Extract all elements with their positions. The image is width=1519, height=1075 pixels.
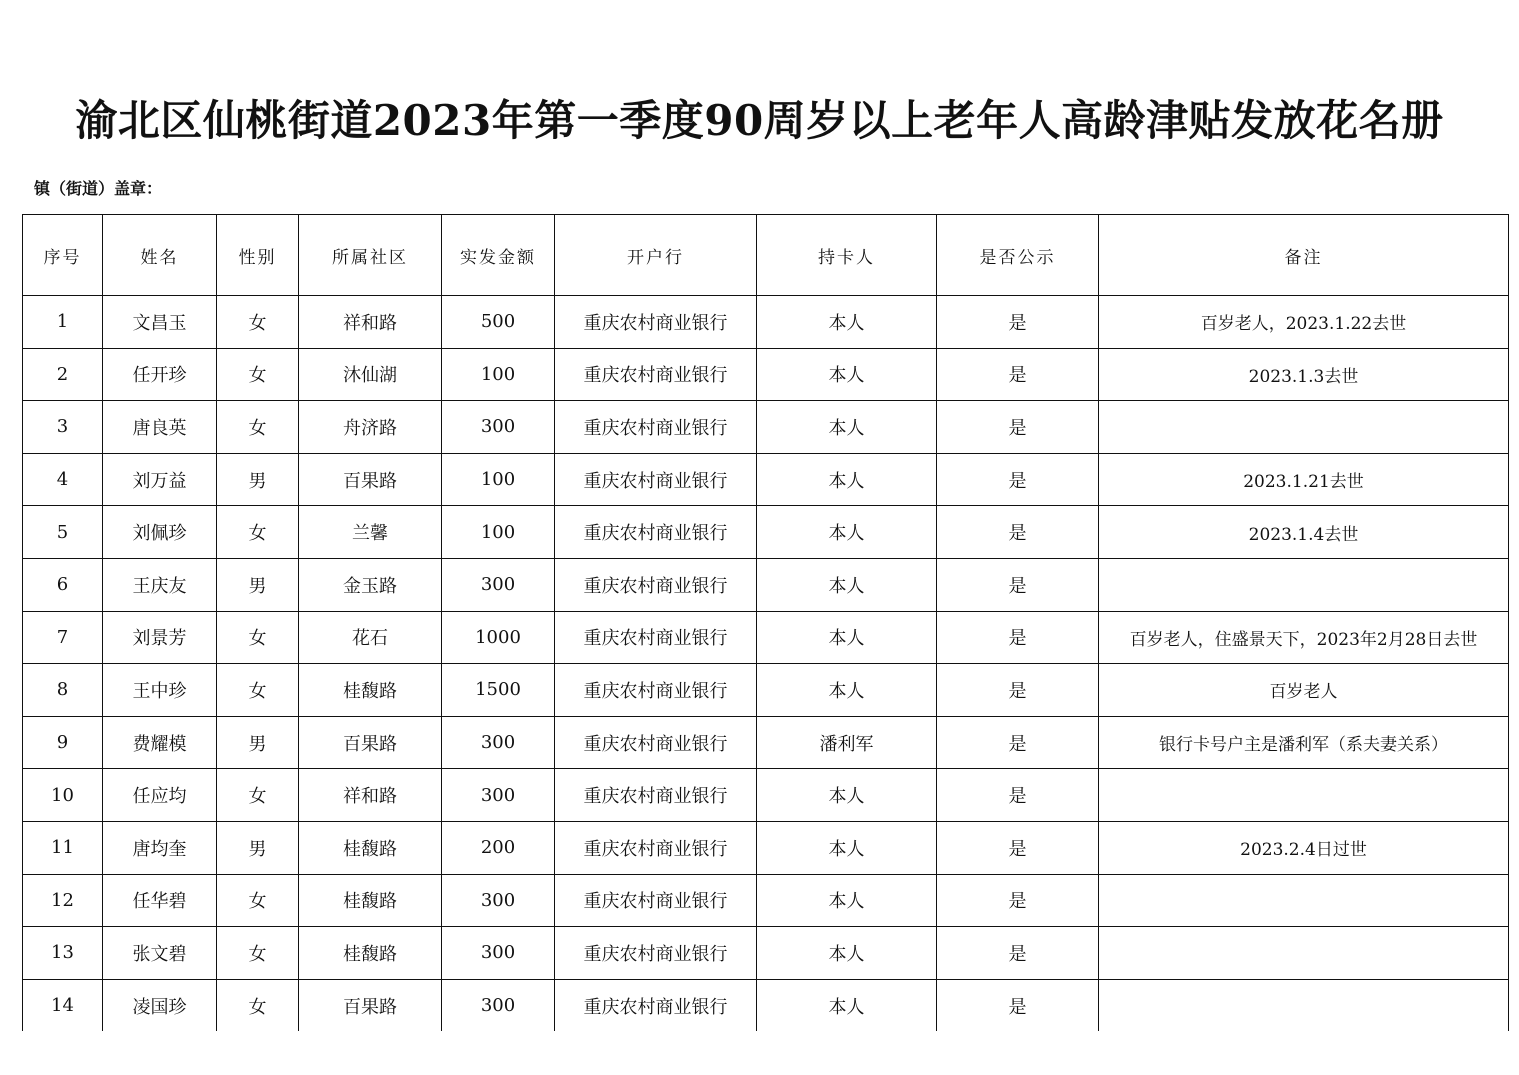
cell-amount: 100 <box>442 453 555 506</box>
header-cardholder: 持卡人 <box>757 215 937 296</box>
table-row <box>23 716 1509 769</box>
cell-index: 6 <box>23 558 103 611</box>
cell-bank: 重庆农村商业银行 <box>555 769 757 822</box>
cell-cardholder: 本人 <box>757 979 937 1031</box>
cell-gender: 女 <box>217 348 299 401</box>
cell-remarks: 百岁老人，住盛景天下，2023年2月28日去世 <box>1099 611 1509 664</box>
cell-name: 张文碧 <box>103 927 217 980</box>
cell-index: 3 <box>23 401 103 454</box>
cell-remarks: 2023.2.4日过世 <box>1099 821 1509 874</box>
cell-amount: 300 <box>442 874 555 927</box>
cell-index: 4 <box>23 453 103 506</box>
cell-community: 舟济路 <box>299 401 442 454</box>
cell-community: 兰馨 <box>299 506 442 559</box>
table-row <box>23 821 1509 874</box>
cell-community: 桂馥路 <box>299 664 442 717</box>
cell-remarks: 百岁老人，2023.1.22去世 <box>1099 296 1509 349</box>
cell-community: 百果路 <box>299 716 442 769</box>
cell-name: 凌国珍 <box>103 979 217 1031</box>
cell-cardholder: 本人 <box>757 401 937 454</box>
cell-publicized: 是 <box>937 611 1099 664</box>
table-row <box>23 506 1509 559</box>
cell-gender: 男 <box>217 716 299 769</box>
cell-community: 百果路 <box>299 979 442 1031</box>
table-row <box>23 401 1509 454</box>
header-publicized: 是否公示 <box>937 215 1099 296</box>
cell-remarks: 百岁老人 <box>1099 664 1509 717</box>
cell-index: 7 <box>23 611 103 664</box>
allowance-roster-table <box>22 214 1509 1031</box>
cell-remarks <box>1099 401 1509 454</box>
cell-index: 12 <box>23 874 103 927</box>
cell-remarks: 2023.1.4去世 <box>1099 506 1509 559</box>
cell-cardholder: 本人 <box>757 611 937 664</box>
document-title: 渝北区仙桃街道2023年第一季度90周岁以上老年人高龄津贴发放花名册 <box>75 96 1444 145</box>
cell-publicized: 是 <box>937 874 1099 927</box>
cell-cardholder: 本人 <box>757 506 937 559</box>
cell-publicized: 是 <box>937 927 1099 980</box>
header-community: 所属社区 <box>299 215 442 296</box>
cell-cardholder: 本人 <box>757 453 937 506</box>
cell-bank: 重庆农村商业银行 <box>555 611 757 664</box>
cell-amount: 300 <box>442 401 555 454</box>
cell-publicized: 是 <box>937 769 1099 822</box>
cell-amount: 1500 <box>442 664 555 717</box>
cell-remarks: 2023.1.3去世 <box>1099 348 1509 401</box>
cell-amount: 300 <box>442 769 555 822</box>
table-row <box>23 296 1509 349</box>
cell-bank: 重庆农村商业银行 <box>555 927 757 980</box>
cell-bank: 重庆农村商业银行 <box>555 979 757 1031</box>
cell-community: 祥和路 <box>299 769 442 822</box>
cell-cardholder: 本人 <box>757 348 937 401</box>
cell-community: 花石 <box>299 611 442 664</box>
cell-amount: 300 <box>442 979 555 1031</box>
cell-index: 2 <box>23 348 103 401</box>
cell-cardholder: 本人 <box>757 664 937 717</box>
table-row <box>23 769 1509 822</box>
cell-index: 10 <box>23 769 103 822</box>
cell-name: 文昌玉 <box>103 296 217 349</box>
cell-index: 8 <box>23 664 103 717</box>
cell-cardholder: 本人 <box>757 874 937 927</box>
cell-bank: 重庆农村商业银行 <box>555 874 757 927</box>
cell-gender: 女 <box>217 296 299 349</box>
cell-gender: 女 <box>217 769 299 822</box>
cell-gender: 女 <box>217 664 299 717</box>
cell-bank: 重庆农村商业银行 <box>555 821 757 874</box>
cell-name: 费耀模 <box>103 716 217 769</box>
cell-community: 百果路 <box>299 453 442 506</box>
cell-community: 桂馥路 <box>299 927 442 980</box>
header-gender: 性别 <box>217 215 299 296</box>
cell-index: 9 <box>23 716 103 769</box>
cell-bank: 重庆农村商业银行 <box>555 348 757 401</box>
header-name: 姓名 <box>103 215 217 296</box>
cell-name: 刘万益 <box>103 453 217 506</box>
cell-name: 唐均奎 <box>103 821 217 874</box>
table-row <box>23 664 1509 717</box>
table-row <box>23 348 1509 401</box>
cell-community: 桂馥路 <box>299 874 442 927</box>
cell-cardholder: 本人 <box>757 558 937 611</box>
header-index: 序号 <box>23 215 103 296</box>
cell-community: 祥和路 <box>299 296 442 349</box>
cell-index: 14 <box>23 979 103 1031</box>
cell-name: 王庆友 <box>103 558 217 611</box>
cell-amount: 300 <box>442 558 555 611</box>
cell-publicized: 是 <box>937 821 1099 874</box>
table-row <box>23 453 1509 506</box>
cell-community: 桂馥路 <box>299 821 442 874</box>
cell-index: 13 <box>23 927 103 980</box>
cell-gender: 女 <box>217 401 299 454</box>
cell-bank: 重庆农村商业银行 <box>555 558 757 611</box>
cell-amount: 200 <box>442 821 555 874</box>
cell-cardholder: 潘利军 <box>757 716 937 769</box>
header-amount: 实发金额 <box>442 215 555 296</box>
cell-name: 刘景芳 <box>103 611 217 664</box>
cell-community: 金玉路 <box>299 558 442 611</box>
table-row <box>23 611 1509 664</box>
cell-cardholder: 本人 <box>757 769 937 822</box>
cell-gender: 女 <box>217 611 299 664</box>
cell-amount: 1000 <box>442 611 555 664</box>
cell-bank: 重庆农村商业银行 <box>555 401 757 454</box>
cell-bank: 重庆农村商业银行 <box>555 506 757 559</box>
cell-remarks <box>1099 927 1509 980</box>
stamp-label: 镇（街道）盖章： <box>34 179 163 198</box>
cell-index: 11 <box>23 821 103 874</box>
cell-gender: 男 <box>217 453 299 506</box>
cell-name: 任华碧 <box>103 874 217 927</box>
cell-amount: 100 <box>442 348 555 401</box>
cell-bank: 重庆农村商业银行 <box>555 453 757 506</box>
cell-bank: 重庆农村商业银行 <box>555 296 757 349</box>
cell-gender: 女 <box>217 979 299 1031</box>
table-row <box>23 874 1509 927</box>
cell-index: 1 <box>23 296 103 349</box>
cell-gender: 男 <box>217 821 299 874</box>
cell-name: 任开珍 <box>103 348 217 401</box>
cell-name: 唐良英 <box>103 401 217 454</box>
table-row <box>23 558 1509 611</box>
header-bank: 开户行 <box>555 215 757 296</box>
cell-gender: 女 <box>217 506 299 559</box>
cell-remarks <box>1099 979 1509 1031</box>
cell-gender: 男 <box>217 558 299 611</box>
cell-remarks <box>1099 874 1509 927</box>
cell-publicized: 是 <box>937 401 1099 454</box>
cell-publicized: 是 <box>937 664 1099 717</box>
cell-bank: 重庆农村商业银行 <box>555 664 757 717</box>
cell-name: 王中珍 <box>103 664 217 717</box>
cell-cardholder: 本人 <box>757 296 937 349</box>
cell-remarks: 银行卡号户主是潘利军（系夫妻关系） <box>1099 716 1509 769</box>
cell-publicized: 是 <box>937 506 1099 559</box>
cell-amount: 300 <box>442 927 555 980</box>
cell-cardholder: 本人 <box>757 927 937 980</box>
cell-gender: 女 <box>217 927 299 980</box>
cell-name: 刘佩珍 <box>103 506 217 559</box>
cell-remarks: 2023.1.21去世 <box>1099 453 1509 506</box>
cell-amount: 100 <box>442 506 555 559</box>
cell-publicized: 是 <box>937 558 1099 611</box>
cell-remarks <box>1099 769 1509 822</box>
cell-name: 任应均 <box>103 769 217 822</box>
table-row <box>23 979 1509 1031</box>
cell-community: 沐仙湖 <box>299 348 442 401</box>
cell-amount: 300 <box>442 716 555 769</box>
cell-gender: 女 <box>217 874 299 927</box>
cell-index: 5 <box>23 506 103 559</box>
cell-amount: 500 <box>442 296 555 349</box>
header-row <box>23 215 1509 296</box>
header-remarks: 备注 <box>1099 215 1509 296</box>
cell-bank: 重庆农村商业银行 <box>555 716 757 769</box>
table-row <box>23 927 1509 980</box>
cell-cardholder: 本人 <box>757 821 937 874</box>
cell-remarks <box>1099 558 1509 611</box>
cell-publicized: 是 <box>937 348 1099 401</box>
cell-publicized: 是 <box>937 979 1099 1031</box>
cell-publicized: 是 <box>937 296 1099 349</box>
cell-publicized: 是 <box>937 453 1099 506</box>
cell-publicized: 是 <box>937 716 1099 769</box>
